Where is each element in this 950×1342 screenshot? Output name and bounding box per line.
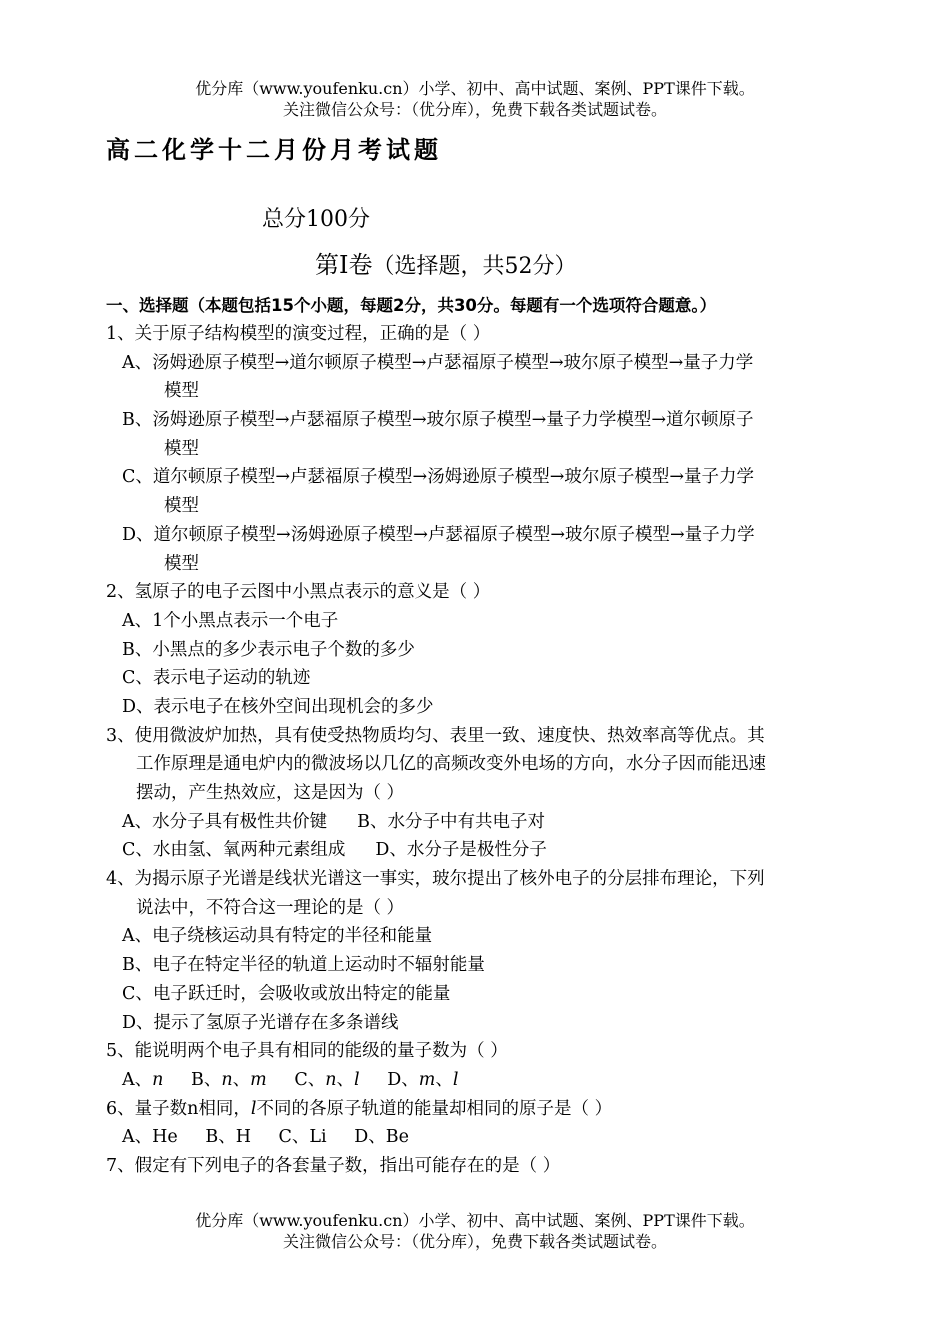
header-line-1: 优分库（www.youfenku.cn）小学、初中、高中试题、案例、PPT课件下载。 <box>195 79 755 98</box>
question-4-stem: 4、为揭示原子光谱是线状光谱这一事实，玻尔提出了核外电子的分层排布理论，下列 <box>106 869 765 890</box>
volume-heading <box>315 245 576 280</box>
question-7-stem: 7、假定有下列电子的各套量子数，指出可能存在的是（ ） <box>106 1155 561 1176</box>
question-2-stem: 2、氢原子的电子云图中小黑点表示的意义是（ ） <box>106 582 491 603</box>
question-5-option-d: D、m、l <box>387 1069 459 1090</box>
total-score: 总分100分 <box>262 207 370 232</box>
question-list <box>106 320 851 1181</box>
question-6-options <box>106 1123 851 1152</box>
question-3-stem-cont-1: 工作原理是通电炉内的微波场以几亿的高频改变外电场的方向，水分子因而能迅速 <box>136 754 766 775</box>
question-4-option-b: B、电子在特定半径的轨道上运动时不辐射能量 <box>122 955 485 976</box>
question-3-options-ab <box>106 808 851 837</box>
question-1-option-d: D、道尔顿原子模型→汤姆逊原子模型→卢瑟福原子模型→玻尔原子模型→量子力学 <box>122 524 755 545</box>
question-1-option-c-cont: 模型 <box>164 496 199 517</box>
question-6-stem: 6、量子数n相同，l不同的各原子轨道的能量却相同的原子是（ ） <box>106 1098 613 1119</box>
question-5-options <box>106 1066 851 1095</box>
question-5-option-c: C、n、l <box>294 1069 360 1090</box>
question-3-option-b: B、水分子中有共电子对 <box>357 811 545 832</box>
question-1-stem: 1、关于原子结构模型的演变过程，正确的是（ ） <box>106 324 491 344</box>
question-6-option-a: A、He <box>122 1127 178 1148</box>
question-3-option-c: C、水由氢、氧两种元素组成 <box>122 840 346 861</box>
question-2-option-c: C、表示电子运动的轨迹 <box>122 668 311 689</box>
section-heading: 一、选择题（本题包括15个小题，每题2分，共30分。每题有一个选项符合题意。） <box>106 296 717 315</box>
question-6-option-b: B、H <box>205 1127 251 1148</box>
question-1-option-c: C、道尔顿原子模型→卢瑟福原子模型→汤姆逊原子模型→玻尔原子模型→量子力学 <box>122 467 755 488</box>
question-5-option-b: B、n、m <box>191 1069 267 1090</box>
question-5-stem: 5、能说明两个电子具有相同的能级的量子数为（ ） <box>106 1041 508 1062</box>
question-1-option-a-cont: 模型 <box>164 381 199 402</box>
question-3-options-cd <box>106 836 851 865</box>
question-3-option-a: A、水分子具有极性共价键 <box>122 811 328 832</box>
question-6-option-c: C、Li <box>278 1127 327 1148</box>
question-3-option-d: D、水分子是极性分子 <box>375 840 547 861</box>
question-3-stem: 3、使用微波炉加热，具有使受热物质均匀、表里一致、速度快、热效率高等优点。其 <box>106 725 765 746</box>
footer-line-1: 优分库（www.youfenku.cn）小学、初中、高中试题、案例、PPT课件下载。 <box>195 1211 755 1230</box>
exam-title: 高二化学十二月份月考试题 <box>106 135 442 164</box>
question-4-option-a: A、电子绕核运动具有特定的半径和能量 <box>122 926 433 947</box>
question-4-option-d: D、提示了氢原子光谱存在多条谱线 <box>122 1012 399 1033</box>
question-2-option-d: D、表示电子在核外空间出现机会的多少 <box>122 696 434 717</box>
footer-line-2: 关注微信公众号：（优分库），免费下载各类试题试卷。 <box>282 1232 667 1251</box>
question-1-option-d-cont: 模型 <box>164 553 199 574</box>
question-1-option-b-cont: 模型 <box>164 438 199 459</box>
question-1-option-b: B、汤姆逊原子模型→卢瑟福原子模型→玻尔原子模型→量子力学模型→道尔顿原子 <box>122 410 754 431</box>
header-top <box>0 78 950 120</box>
question-3-stem-cont-2: 摆动，产生热效应，这是因为（ ） <box>136 783 405 803</box>
question-2-option-b: B、小黑点的多少表示电子个数的多少 <box>122 639 415 660</box>
question-2-option-a: A、1个小黑点表示一个电子 <box>122 610 339 631</box>
question-1-option-a: A、汤姆逊原子模型→道尔顿原子模型→卢瑟福原子模型→玻尔原子模型→量子力学 <box>122 352 754 373</box>
volume-note: （选择题，共52分） <box>372 254 577 279</box>
question-5-option-a: A、n <box>122 1069 164 1090</box>
header-line-2: 关注微信公众号：（优分库），免费下载各类试题试卷。 <box>282 100 667 119</box>
question-4-option-c: C、电子跃迁时，会吸收或放出特定的能量 <box>122 983 451 1004</box>
footer <box>0 1210 950 1252</box>
volume-main: 第Ⅰ卷 <box>315 251 373 279</box>
question-4-stem-cont: 说法中，不符合这一理论的是（ ） <box>136 897 405 918</box>
question-6-option-d: D、Be <box>354 1127 409 1148</box>
